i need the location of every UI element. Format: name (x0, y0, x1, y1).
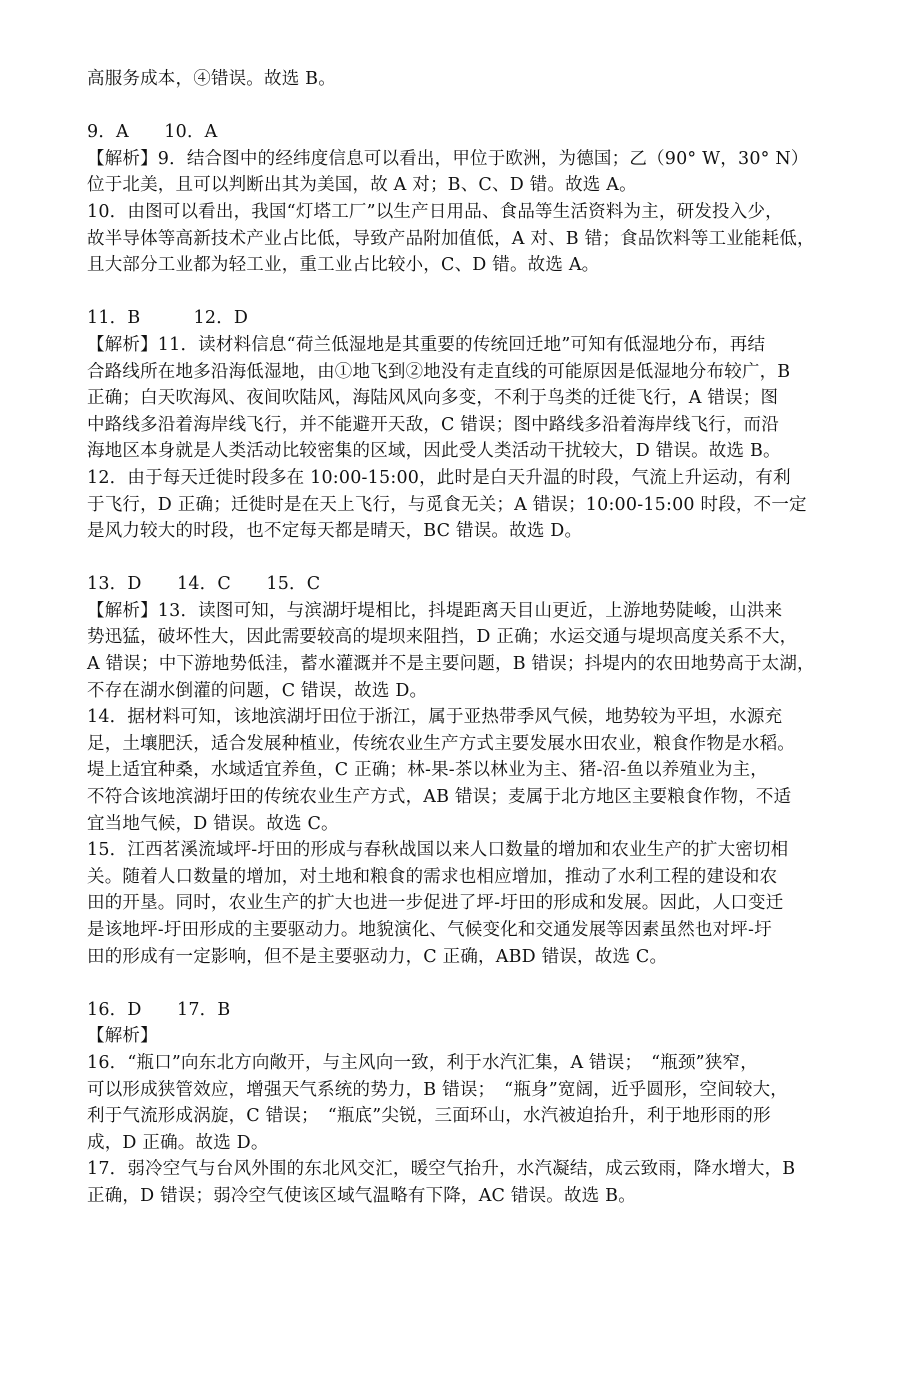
text-line: 高服务成本，④错误。故选 B。 (87, 69, 336, 89)
text-line: 田的开垦。同时，农业生产的扩大也进一步促进了坪-圩田的形成和发展。因此，人口变迁 (87, 893, 784, 914)
text-line: 堤上适宜种桑，水域适宜养鱼，C 正确；林-果-茶以林业为主、猪-沼-鱼以养殖业为主， (87, 760, 769, 781)
text-line: 关。随着人口数量的增加，对土地和粮食的需求也相应增加，推动了水利工程的建设和农 (87, 866, 778, 887)
text-line: 故半导体等高新技术产业占比低，导致产品附加值低，A 对、B 错；食品饮料等工业能耗低， (87, 228, 815, 249)
text-line: 成，D 正确。故选 D。 (87, 1132, 269, 1153)
text-line: 是该地坪-圩田形成的主要驱动力。地貌演化、气候变化和交通发展等因素虽然也对坪-圩 (87, 920, 772, 940)
answer-page (87, 66, 847, 1210)
text-line: 10．由图可以看出，我国“灯塔工厂”以生产日用品、食品等生活资料为主，研发投入少， (87, 201, 783, 222)
text-line: 是风力较大的时段，也不定每天都是晴天，BC 错误。故选 D。 (87, 521, 583, 542)
text-line: 足，土壤肥沃，适合发展种植业，传统农业生产方式主要发展水田农业，粮食作物是水稻。 (87, 733, 795, 754)
text-line: 14．据材料可知，该地滨湖圩田位于浙江，属于亚热带季风气候，地势较为平坦，水源充 (87, 707, 783, 728)
blank-line (87, 970, 847, 997)
text-line: 16．“瓶口”向东北方向敞开，与主风向一致，利于水汽汇集，A 错误； “瓶颈”狭窄， (87, 1052, 758, 1073)
answer-key-line: 11．B 12．D (87, 308, 249, 329)
blank-line (87, 93, 847, 120)
text-line: 中路线多沿着海岸线飞行，并不能避开天敌，C 错误；图中路线多沿着海岸线飞行，而沿 (87, 414, 779, 435)
text-line: 宜当地气候，D 错误。故选 C。 (87, 813, 339, 834)
text-line: 合路线所在地多沿海低湿地，由①地飞到②地没有走直线的可能原因是低湿地分布较广，B (87, 361, 791, 382)
text-line: 可以形成狭管效应，增强天气系统的势力，B 错误； “瓶身”宽阔，近乎圆形，空间较大， (87, 1079, 788, 1100)
blank-line (87, 279, 847, 306)
text-line: A 错误；中下游地势低洼，蓄水灌溉并不是主要问题，B 错误；抖堤内的农田地势高于太湖， (87, 654, 815, 675)
text-line: 【解析】13．读图可知，与滨湖圩堤相比，抖堤距离天目山更近，上游地势陡峻，山洪来 (87, 600, 783, 621)
text-line: 【解析】9．结合图中的经纬度信息可以看出，甲位于欧洲，为德国；乙（90° W，30° N） (87, 148, 809, 169)
text-line: 17．弱冷空气与台风外围的东北风交汇，暖空气抬升，水汽凝结，成云致雨，降水增大，B (87, 1159, 796, 1180)
text-line: 12．由于每天迁徙时段多在 10:00-15:00，此时是白天升温的时段，气流上升运动，有利 (87, 467, 791, 488)
text-line: 【解析】11．读材料信息“荷兰低湿地是其重要的传统回迁地”可知有低湿地分布，再结 (87, 334, 766, 355)
blank-line (87, 545, 847, 572)
text-line: 15．江西茗溪流域坪-圩田的形成与春秋战国以来人口数量的增加和农业生产的扩大密切相 (87, 840, 789, 861)
text-line: 【解析】 (87, 1026, 158, 1047)
answer-key-line: 9．A 10．A (87, 122, 218, 143)
text-line: 不存在湖水倒灌的问题，C 错误，故选 D。 (87, 680, 428, 701)
text-line: 正确，D 错误；弱冷空气使该区域气温略有下降，AC 错误。故选 B。 (87, 1185, 636, 1206)
text-line: 不符合该地滨湖圩田的传统农业生产方式，AB 错误；麦属于北方地区主要粮食作物，不适 (87, 787, 792, 808)
text-line: 且大部分工业都为轻工业，重工业占比较小，C、D 错。故选 A。 (87, 255, 600, 276)
text-line: 田的形成有一定影响，但不是主要驱动力，C 正确，ABD 错误，故选 C。 (87, 946, 668, 967)
answer-key-line: 13．D 14．C 15．C (87, 574, 321, 595)
text-line: 正确；白天吹海风、夜间吹陆风，海陆风风向多变，不利于鸟类的迁徙飞行，A 错误；图 (87, 388, 779, 409)
text-line: 势迅猛，破坏性大，因此需要较高的堤坝来阻挡，D 正确；水运交通与堤坝高度关系不大， (87, 627, 798, 648)
text-line: 位于北美，且可以判断出其为美国，故 A 对；B、C、D 错。故选 A。 (87, 175, 637, 196)
text-line: 于飞行，D 正确；迁徙时是在天上飞行，与觅食无关；A 错误；10:00-15:00 时段，不一定 (87, 494, 807, 515)
answer-key-line: 16．D 17．B (87, 999, 231, 1020)
text-line: 利于气流形成涡旋，C 错误； “瓶底”尖锐，三面环山，水汽被迫抬升，利于地形雨的形 (87, 1106, 771, 1127)
text-line: 海地区本身就是人类活动比较密集的区域，因此受人类活动干扰较大，D 错误。故选 B。 (87, 441, 781, 462)
